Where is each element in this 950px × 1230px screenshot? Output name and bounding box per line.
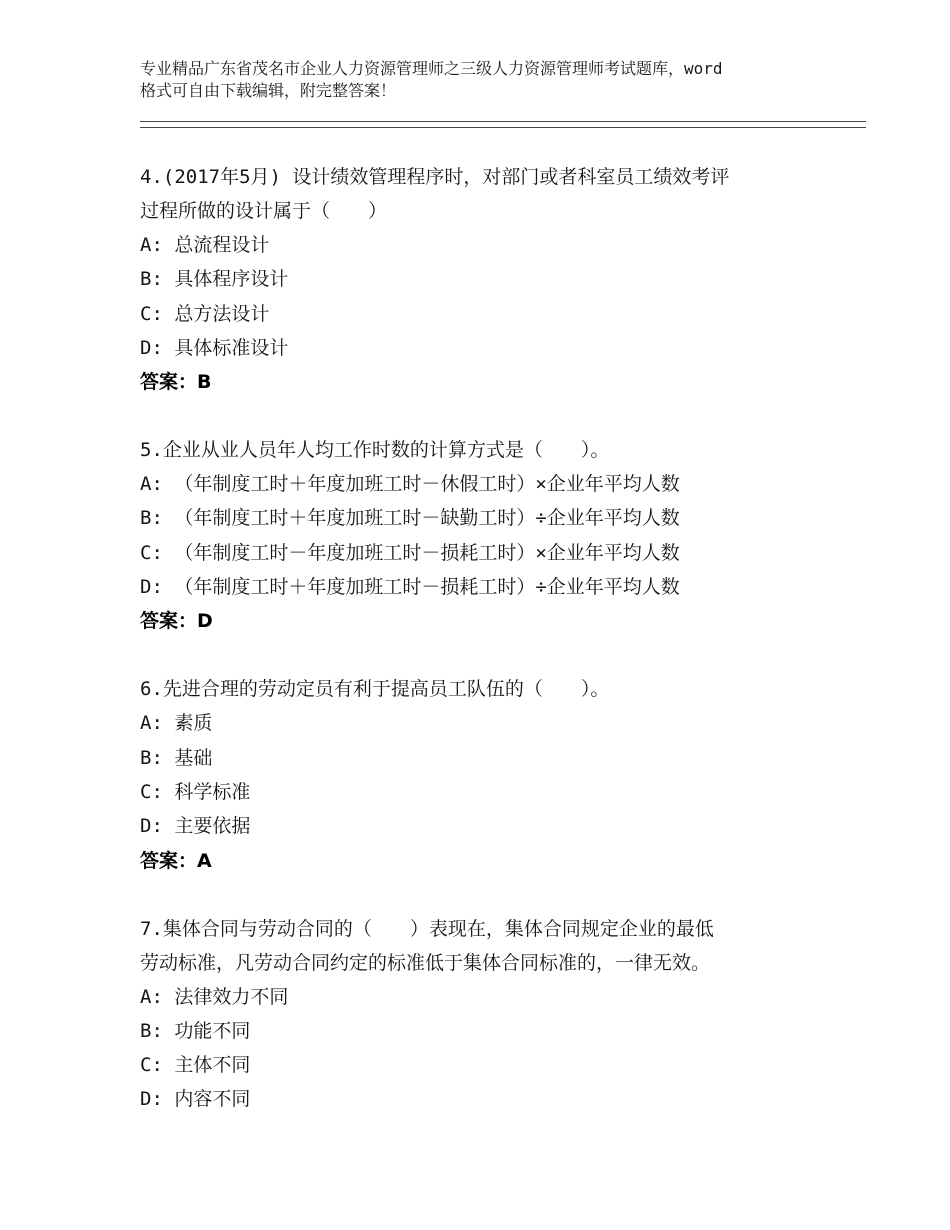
option-c: C: 主体不同 [140,1054,251,1077]
question-stem-line: 4.(2017年5月) 设计绩效管理程序时，对部门或者科室员工绩效考评 [140,166,730,188]
option-a: A: 总流程设计 [140,234,270,256]
question-7 [140,912,830,1117]
question-stem-line: 劳动标准，凡劳动合同约定的标准低于集体合同标准的，一律无效。 [140,951,711,974]
question-4 [140,160,830,399]
question-stem-line: 过程所做的设计属于（ ） [140,200,388,222]
question-6 [140,672,830,877]
document-header [140,58,840,102]
option-a: A: 法律效力不同 [140,985,289,1008]
header-line-2: 格式可自由下载编辑，附完整答案！ [140,81,397,100]
spacer [140,399,830,433]
spacer [140,878,830,912]
question-stem-line: 7.集体合同与劳动合同的（ ）表现在，集体合同规定企业的最低 [140,917,714,940]
option-c: C: 科学标准 [140,780,251,803]
option-d: D: 主要依据 [140,815,251,838]
answer-label: 答案：A [140,849,212,872]
option-c: C: （年制度工时－年度加班工时－损耗工时）×企业年平均人数 [140,541,680,564]
option-c: C: 总方法设计 [140,302,270,325]
answer-label: 答案：D [140,610,213,633]
question-5 [140,433,830,638]
question-stem-line: 6.先进合理的劳动定员有利于提高员工队伍的（ ）。 [140,678,610,701]
question-list [140,160,830,1117]
spacer [140,638,830,672]
option-b: B: （年制度工时＋年度加班工时－缺勤工时）÷企业年平均人数 [140,507,680,530]
option-a: A: （年制度工时＋年度加班工时－休假工时）×企业年平均人数 [140,473,680,496]
answer-label: 答案：B [140,371,212,394]
option-d: D: 内容不同 [140,1088,251,1111]
option-b: B: 功能不同 [140,1019,251,1042]
header-divider [140,121,866,128]
option-b: B: 基础 [140,746,213,769]
question-stem-line: 5.企业从业人员年人均工作时数的计算方式是（ ）。 [140,439,610,462]
header-line-1: 专业精品广东省茂名市企业人力资源管理师之三级人力资源管理师考试题库，word [140,59,723,78]
option-d: D: 具体标准设计 [140,336,289,359]
option-d: D: （年制度工时＋年度加班工时－损耗工时）÷企业年平均人数 [140,576,680,599]
option-b: B: 具体程序设计 [140,268,289,291]
option-a: A: 素质 [140,712,213,735]
